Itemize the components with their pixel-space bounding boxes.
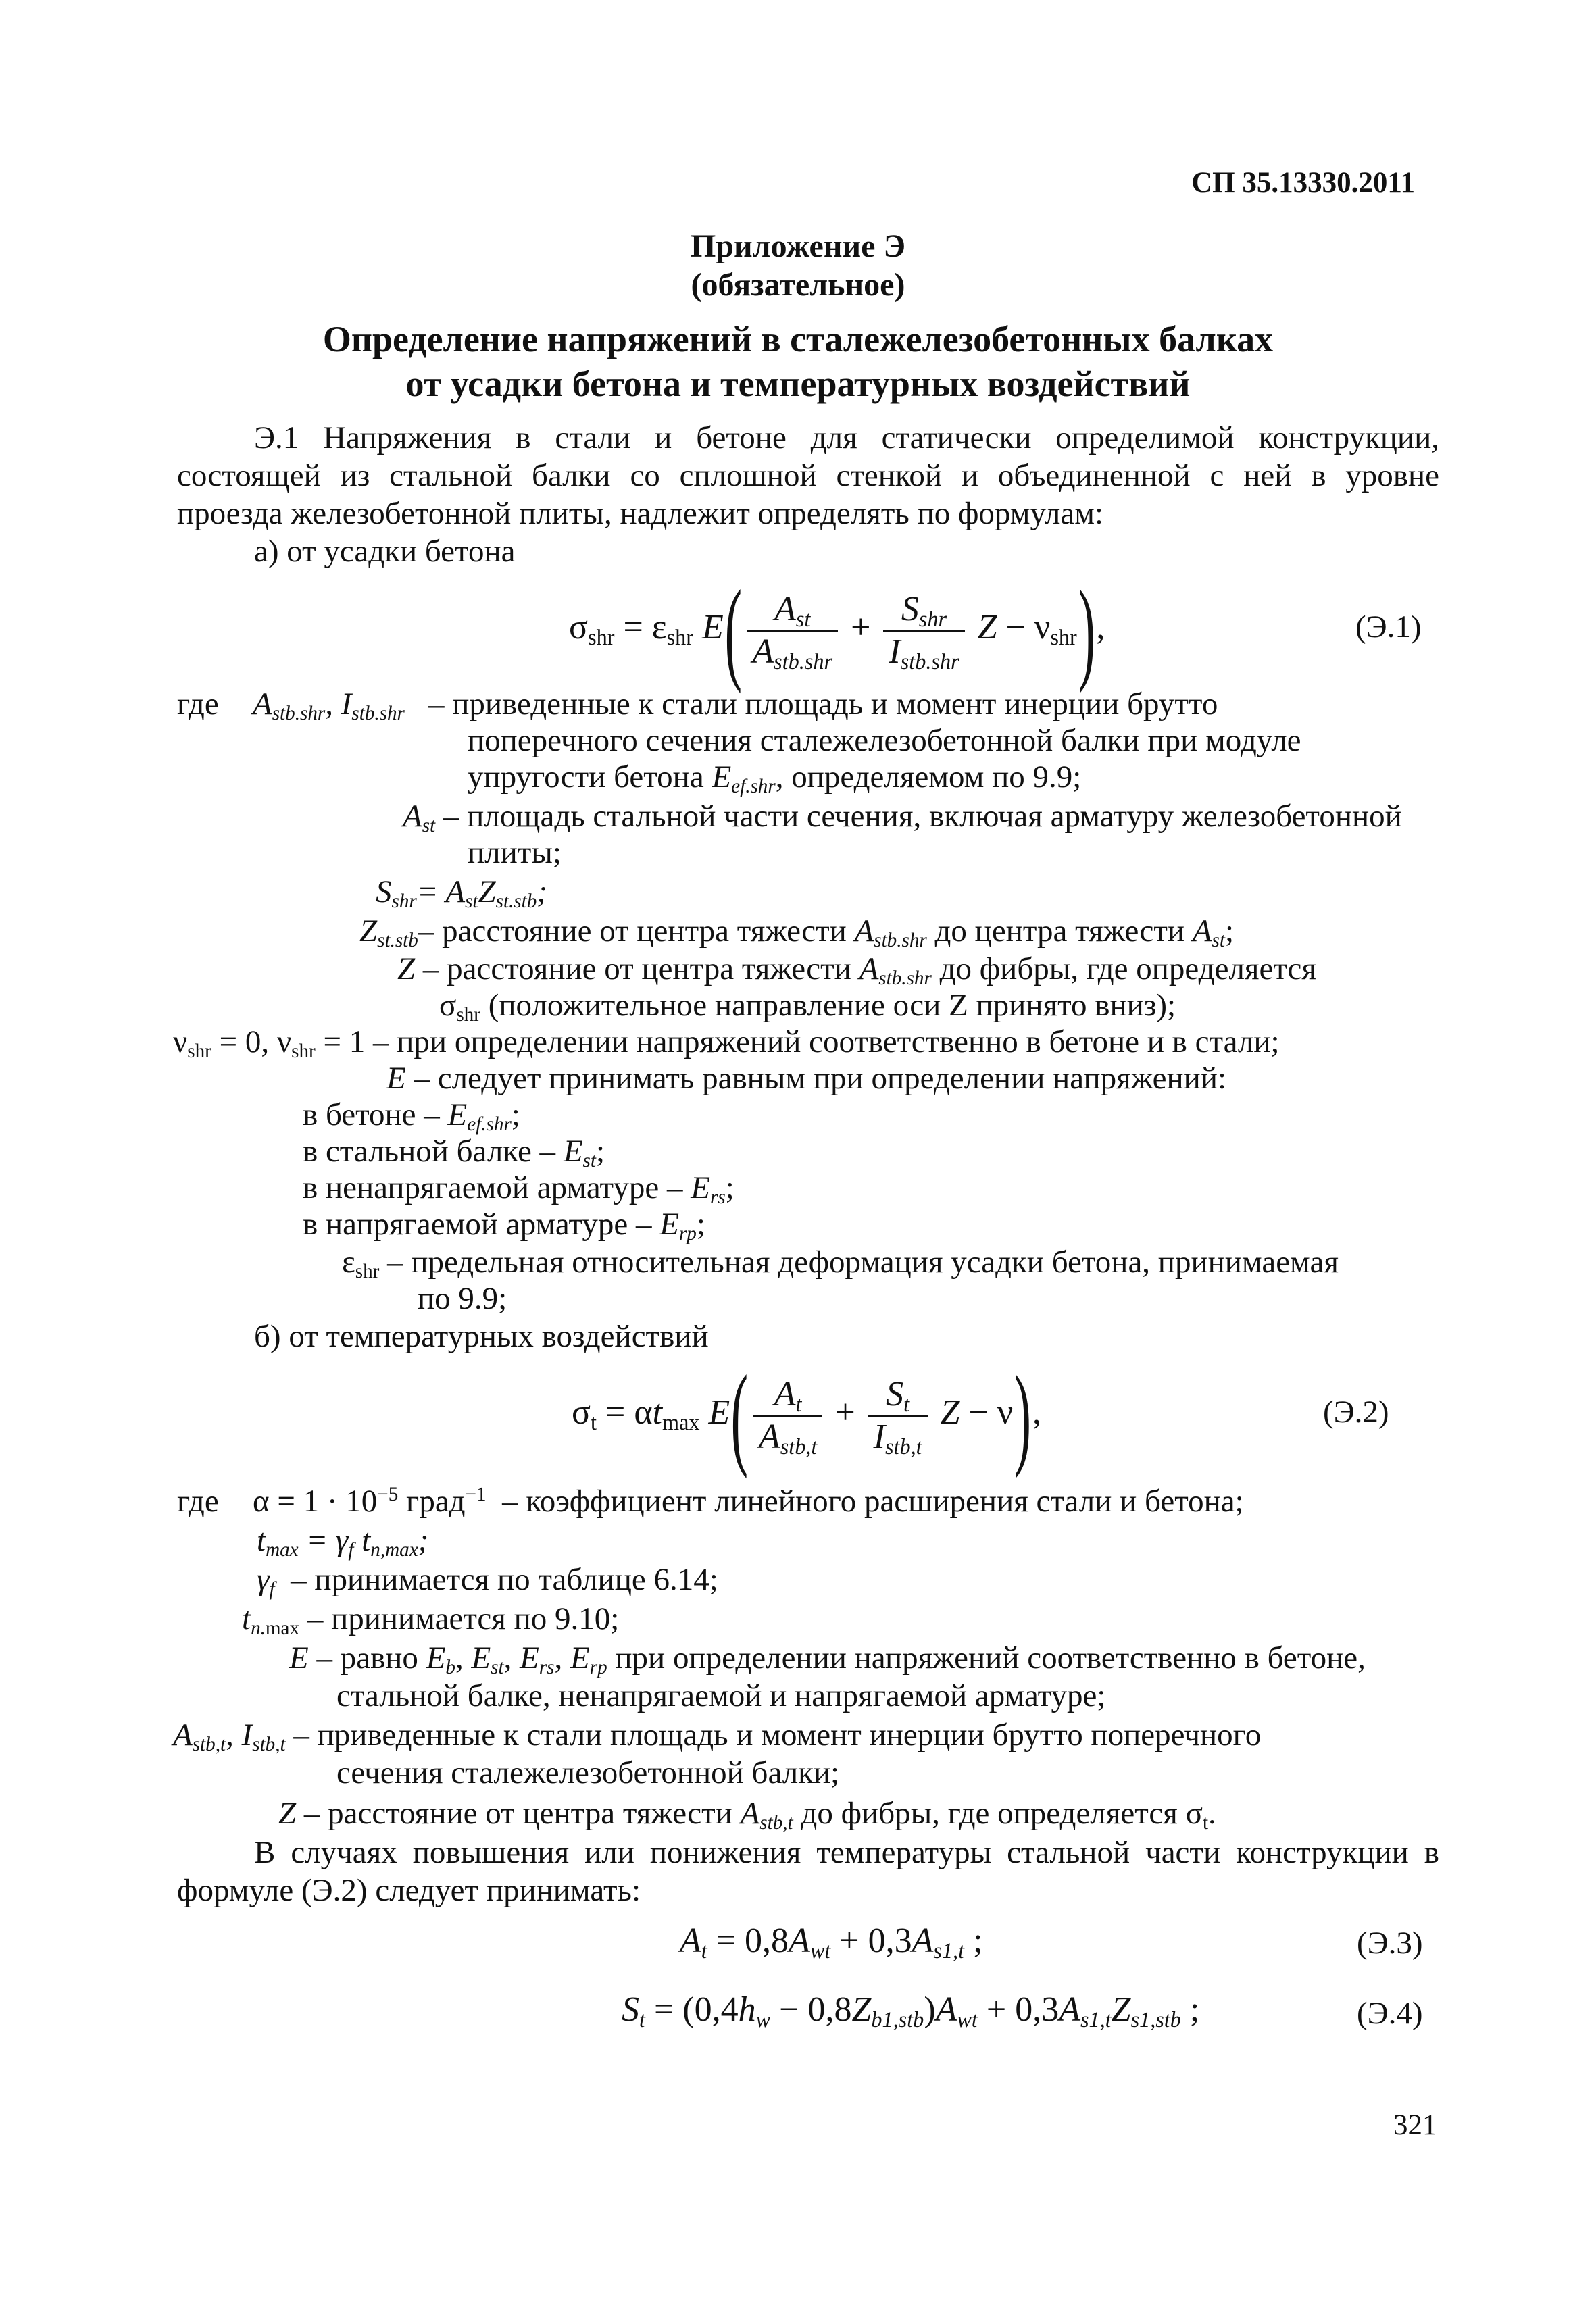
page-number: 321: [1393, 2109, 1437, 2141]
equation-number: (Э.4): [1357, 1996, 1423, 2031]
equation-number: (Э.1): [1355, 609, 1422, 645]
definition-text: $\sigma_{shr}$ (положительное направление оси Z принято вниз);: [439, 988, 1176, 1026]
definition-text: E – равно $E_b$, $E_{st}$, $E_{rs}$, $E_{rp}$ при определении напряжений соответственно в бетоне,: [289, 1640, 1366, 1679]
definition-text: Z – расстояние от центра тяжести $A_{stb,t}$ до фибры, где определяется $\sigma_t$.: [278, 1796, 1216, 1834]
formula-e2: $\sigma_t = \alpha t_{max}$ E( $\frac{A_t}{A_{stb,t}}$ + $\frac{S_t}{I_{stb,t}}$ Z − ν),: [572, 1352, 1042, 1479]
definition-text: $t_{n.max}$ – принимается по 9.10;: [242, 1601, 620, 1640]
symbol: $A_{stb.shr}$, $I_{stb.shr}$: [253, 686, 405, 725]
paragraph-line: формуле (Э.2) следует принимать:: [177, 1873, 641, 1908]
definition-text: по 9.9;: [418, 1281, 507, 1316]
definition-text: Z – расстояние от центра тяжести $A_{stb.shr}$ до фибры, где определяется: [397, 951, 1316, 990]
paragraph-line: проезда железобетонной плиты, надлежит определять по формулам:: [177, 496, 1104, 531]
heading-line-2: от усадки бетона и температурных воздействий: [405, 363, 1191, 404]
formula-e1: $\sigma_{shr} = \varepsilon_{shr}$ E( $\frac{A_{st}}{A_{stb.shr}}$ + $\frac{S_{shr}}{I_{stb.shr}}$ $Z - \nu_{shr}$),: [569, 567, 1105, 694]
definition-case: в напрягаемой арматуре – $E_{rp}$;: [303, 1207, 705, 1245]
formula-e3: $A_t = 0,8A_{wt} + 0,3A_{s1,t}$ ;: [680, 1921, 983, 1963]
definition-text: E – следует принимать равным при определении напряжений:: [386, 1061, 1227, 1096]
doc-code: СП 35.13330.2011: [1191, 167, 1415, 199]
definition-case: в стальной балке – $E_{st}$;: [303, 1134, 605, 1172]
definition-text: поперечного сечения сталежелезобетонной балки при модуле: [468, 723, 1301, 758]
paragraph-line: В случаях повышения или понижения температуры стальной части конструкции в: [254, 1835, 1439, 1870]
equation-number: (Э.3): [1357, 1926, 1423, 1961]
definition-text: $Z_{st.stb}-$ расстояние от центра тяжести $A_{stb.shr}$ до центра тяжести $A_{st}$;: [359, 913, 1235, 952]
definition-text: стальной балке, ненапрягаемой и напрягаемой арматуре;: [336, 1678, 1106, 1713]
definition-case: в ненапрягаемой арматуре – $E_{rs}$;: [303, 1170, 734, 1209]
definition-text: $A_{stb,t}$, $I_{stb,t}$ – приведенные к стали площадь и момент инерции брутто поперечного: [173, 1717, 1262, 1756]
appendix-title: Приложение Э: [690, 228, 906, 264]
symbol: $t_{max} = \gamma_f$ $t_{n,max}$;: [257, 1523, 429, 1561]
definition-text: упругости бетона $E_{ef.shr}$, определяемом по 9.9;: [468, 759, 1082, 798]
where-label: где: [177, 1484, 219, 1519]
equation-number: (Э.2): [1323, 1394, 1389, 1430]
paragraph-line: состоящей из стальной балки со сплошной стенкой и объединенной с ней в уровне: [177, 458, 1439, 493]
definition-text: сечения сталежелезобетонной балки;: [336, 1755, 840, 1790]
symbol: $S_{shr}= A_{st}Z_{st.stb}$;: [376, 874, 547, 913]
definition-case: в бетоне – $E_{ef.shr}$;: [303, 1097, 520, 1136]
item-a-label: а) от усадки бетона: [254, 534, 516, 569]
where-label: где: [177, 686, 219, 722]
definition-text: $\varepsilon_{shr}$ – предельная относительная деформация усадки бетона, принимаемая: [342, 1244, 1339, 1283]
appendix-status: (обязательное): [691, 267, 905, 303]
definition-text: $\nu_{shr} = 0$, $\nu_{shr} = 1$ – при определении напряжений соответственно в бетоне и в стали;: [173, 1024, 1280, 1063]
definition-text: $\alpha = 1 \cdot 10^{-5}$ град$^{-1}$ – коэффициент линейного расширения стали и бетона;: [253, 1483, 1244, 1519]
heading-line-1: Определение напряжений в сталежелезобетонных балках: [322, 319, 1274, 359]
item-b-label: б) от температурных воздействий: [254, 1319, 709, 1354]
definition-text: $\gamma_f$ – принимается по таблице 6.14;: [257, 1562, 718, 1601]
paragraph-line: Э.1 Напряжения в стали и бетоне для статически определимой конструкции,: [254, 420, 1439, 455]
definition-text: $A_{st}$ – площадь стальной части сечения, включая арматуру железобетонной: [403, 799, 1402, 837]
definition-text: плиты;: [468, 835, 562, 870]
definition-text: – приведенные к стали площадь и момент инерции брутто: [428, 686, 1218, 722]
formula-e4: $S_t = (0,4h_w - 0,8Z_{b1,stb})A_{wt} + 0,3A_{s1,t}Z_{s1,stb}$ ;: [622, 1990, 1200, 2032]
